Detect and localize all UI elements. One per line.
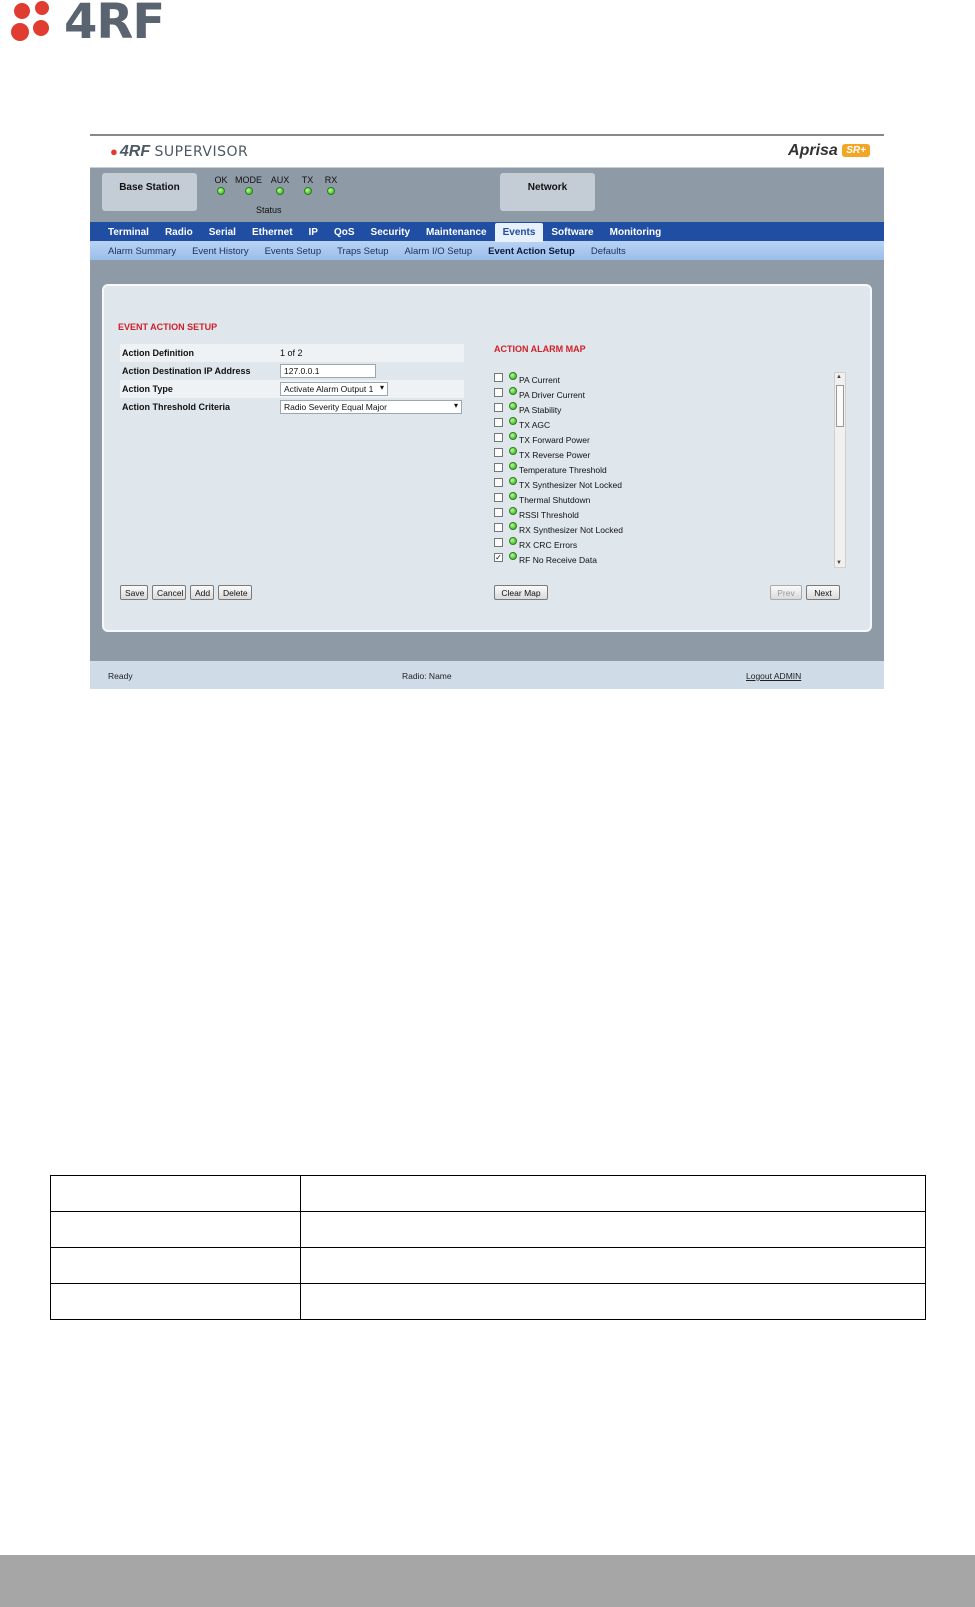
table-cell xyxy=(301,1284,926,1320)
alarm-map-item xyxy=(494,507,842,522)
tab-software[interactable]: Software xyxy=(551,227,594,238)
alarm-map-item xyxy=(494,462,842,477)
alarm-status-led-icon xyxy=(509,537,517,545)
alarm-name: RF No Receive Data xyxy=(519,555,597,565)
alarm-map-item xyxy=(494,477,842,492)
tab-events[interactable]: Events xyxy=(495,223,544,242)
table-cell xyxy=(51,1248,301,1284)
chevron-down-icon: ▾ xyxy=(453,401,458,410)
tab-security[interactable]: Security xyxy=(370,227,411,238)
footer-radio-name: Radio: Name xyxy=(402,671,452,681)
form-label: Action Destination IP Address xyxy=(122,366,251,376)
alarm-checkbox[interactable]: ✓ xyxy=(495,553,502,562)
subtab-traps-setup[interactable]: Traps Setup xyxy=(337,246,389,257)
led-ok xyxy=(211,175,231,195)
destination-ip-input[interactable]: 127.0.0.1 xyxy=(280,364,376,378)
app-footer xyxy=(90,661,884,689)
alarm-status-led-icon xyxy=(509,552,517,560)
product-name: Aprisa xyxy=(788,142,838,159)
tab-maintenance[interactable]: Maintenance xyxy=(426,227,487,238)
alarm-checkbox[interactable] xyxy=(494,403,503,412)
tab-serial[interactable]: Serial xyxy=(208,227,236,238)
alarm-status-led-icon xyxy=(509,507,517,515)
scrollbar-thumb[interactable] xyxy=(836,385,844,427)
tab-ip[interactable]: IP xyxy=(308,227,318,238)
event-action-form xyxy=(120,344,464,416)
led-label: RX xyxy=(324,175,338,185)
table-cell xyxy=(301,1176,926,1212)
form-title: EVENT ACTION SETUP xyxy=(118,322,218,332)
tab-monitoring[interactable]: Monitoring xyxy=(609,227,662,238)
logo-dots-icon xyxy=(10,0,60,46)
led-aux xyxy=(266,175,294,195)
subtab-alarm-io-setup[interactable]: Alarm I/O Setup xyxy=(404,246,473,257)
alarm-name: TX Forward Power xyxy=(519,435,590,445)
alarm-status-led-icon xyxy=(509,477,517,485)
led-label: TX xyxy=(301,175,314,185)
subtab-events-setup[interactable]: Events Setup xyxy=(264,246,322,257)
alarm-map-item xyxy=(494,372,842,387)
table-row xyxy=(51,1212,926,1248)
form-row-action-type xyxy=(120,380,464,398)
table-cell xyxy=(51,1212,301,1248)
status-label: Status xyxy=(256,205,282,215)
led-indicator-icon xyxy=(276,187,284,195)
alarm-checkbox[interactable] xyxy=(494,373,503,382)
alarm-name: RX Synthesizer Not Locked xyxy=(519,525,623,535)
brand-sub: SUPERVISOR xyxy=(154,144,249,160)
logout-link[interactable]: Logout ADMIN xyxy=(746,671,802,681)
sub-nav xyxy=(90,241,884,260)
network-box[interactable]: Network xyxy=(500,173,595,211)
subtab-event-history[interactable]: Event History xyxy=(192,246,249,257)
app-screenshot xyxy=(90,134,884,699)
scroll-down-icon[interactable]: ▼ xyxy=(836,560,842,566)
led-mode xyxy=(235,175,263,195)
alarm-map-list xyxy=(494,372,842,568)
table-row xyxy=(51,1176,926,1212)
alarm-checkbox[interactable] xyxy=(494,508,503,517)
alarm-name: Temperature Threshold xyxy=(519,465,607,475)
alarm-status-led-icon xyxy=(509,492,517,500)
alarm-map-item xyxy=(494,537,842,552)
product-logo xyxy=(788,142,870,160)
alarm-checkbox[interactable] xyxy=(494,388,503,397)
alarm-list-scrollbar[interactable] xyxy=(834,372,846,568)
scroll-up-icon[interactable]: ▲ xyxy=(836,374,842,380)
alarm-map-item xyxy=(494,552,842,567)
threshold-criteria-select[interactable] xyxy=(280,400,462,414)
alarm-name: PA Stability xyxy=(519,405,562,415)
alarm-map-item xyxy=(494,402,842,417)
prev-button[interactable]: Prev xyxy=(770,585,802,600)
doc-logo xyxy=(10,0,190,50)
form-label: Action Type xyxy=(122,384,173,394)
alarm-checkbox[interactable] xyxy=(494,448,503,457)
alarm-name: Thermal Shutdown xyxy=(519,495,591,505)
subtab-alarm-summary[interactable]: Alarm Summary xyxy=(108,246,177,257)
alarm-status-led-icon xyxy=(509,522,517,530)
table-cell xyxy=(301,1212,926,1248)
cancel-button[interactable]: Cancel xyxy=(152,585,186,600)
alarm-map-item xyxy=(494,387,842,402)
alarm-status-led-icon xyxy=(509,417,517,425)
form-label: Action Threshold Criteria xyxy=(122,402,231,412)
alarm-status-led-icon xyxy=(509,402,517,410)
alarm-map-title: ACTION ALARM MAP xyxy=(494,344,586,354)
page-footer-band xyxy=(0,1555,975,1607)
tab-ethernet[interactable]: Ethernet xyxy=(251,227,293,238)
action-type-select[interactable] xyxy=(280,382,388,396)
led-indicator-icon xyxy=(327,187,335,195)
brand-dots-icon: ● xyxy=(110,144,118,159)
table-row xyxy=(51,1248,926,1284)
alarm-checkbox[interactable] xyxy=(494,478,503,487)
form-row-destination-ip xyxy=(120,362,464,380)
clear-map-button[interactable]: Clear Map xyxy=(494,585,548,600)
product-badge: SR+ xyxy=(842,144,870,157)
alarm-map-item xyxy=(494,492,842,507)
table-cell xyxy=(301,1248,926,1284)
alarm-checkbox[interactable] xyxy=(494,433,503,442)
alarm-name: TX Reverse Power xyxy=(519,450,591,460)
alarm-map-item xyxy=(494,522,842,537)
alarm-name: PA Current xyxy=(519,375,560,385)
next-button[interactable]: Next xyxy=(806,585,840,600)
doc-logo-text: 4RF xyxy=(64,0,165,50)
main-nav xyxy=(90,222,884,241)
app-header xyxy=(90,136,884,168)
alarm-status-led-icon xyxy=(509,372,517,380)
table-row xyxy=(51,1284,926,1320)
brand-name: 4RF xyxy=(119,143,151,160)
alarm-name: TX Synthesizer Not Locked xyxy=(519,480,622,490)
status-leds xyxy=(211,175,342,195)
base-station-box[interactable]: Base Station xyxy=(102,173,197,211)
alarm-map-item xyxy=(494,417,842,432)
led-rx xyxy=(321,175,341,195)
brand xyxy=(110,143,248,161)
tab-qos[interactable]: QoS xyxy=(333,227,355,238)
led-indicator-icon xyxy=(245,187,253,195)
alarm-name: RX CRC Errors xyxy=(519,540,578,550)
led-tx xyxy=(298,175,318,195)
alarm-status-led-icon xyxy=(509,447,517,455)
table-cell xyxy=(51,1176,301,1212)
alarm-checkbox[interactable] xyxy=(494,523,503,532)
event-action-panel xyxy=(102,284,872,632)
tab-terminal[interactable]: Terminal xyxy=(108,227,149,238)
content-area xyxy=(90,260,884,661)
led-indicator-icon xyxy=(304,187,312,195)
action-type-value: Activate Alarm Output 1 xyxy=(284,384,374,394)
alarm-checkbox[interactable] xyxy=(494,538,503,547)
add-button[interactable]: Add xyxy=(190,585,214,600)
save-button[interactable]: Save xyxy=(120,585,148,600)
chevron-down-icon: ▾ xyxy=(379,383,384,392)
alarm-name: RSSI Threshold xyxy=(519,510,579,520)
alarm-map-item xyxy=(494,432,842,447)
document-table xyxy=(50,1175,926,1320)
delete-button[interactable]: Delete xyxy=(218,585,252,600)
form-row-threshold-criteria xyxy=(120,398,464,416)
alarm-status-led-icon xyxy=(509,387,517,395)
led-label: AUX xyxy=(270,175,290,185)
alarm-name: PA Driver Current xyxy=(519,390,585,400)
alarm-checkbox[interactable] xyxy=(494,463,503,472)
alarm-map-item xyxy=(494,447,842,462)
form-row-action-definition xyxy=(120,344,464,362)
form-label: Action Definition xyxy=(122,348,194,358)
subtab-event-action-setup[interactable]: Event Action Setup xyxy=(488,246,575,257)
status-bar xyxy=(90,168,884,222)
led-indicator-icon xyxy=(217,187,225,195)
alarm-name: TX AGC xyxy=(519,420,551,430)
alarm-status-led-icon xyxy=(509,432,517,440)
footer-status: Ready xyxy=(108,671,133,681)
subtab-defaults[interactable]: Defaults xyxy=(590,246,626,257)
alarm-checkbox[interactable] xyxy=(494,493,503,502)
alarm-checkbox[interactable] xyxy=(494,418,503,427)
tab-radio[interactable]: Radio xyxy=(164,227,193,238)
action-definition-value: 1 of 2 xyxy=(280,348,303,358)
threshold-criteria-value: Radio Severity Equal Major xyxy=(284,402,387,412)
alarm-status-led-icon xyxy=(509,462,517,470)
led-label: OK xyxy=(214,175,228,185)
table-cell xyxy=(51,1284,301,1320)
led-label: MODE xyxy=(235,175,263,185)
